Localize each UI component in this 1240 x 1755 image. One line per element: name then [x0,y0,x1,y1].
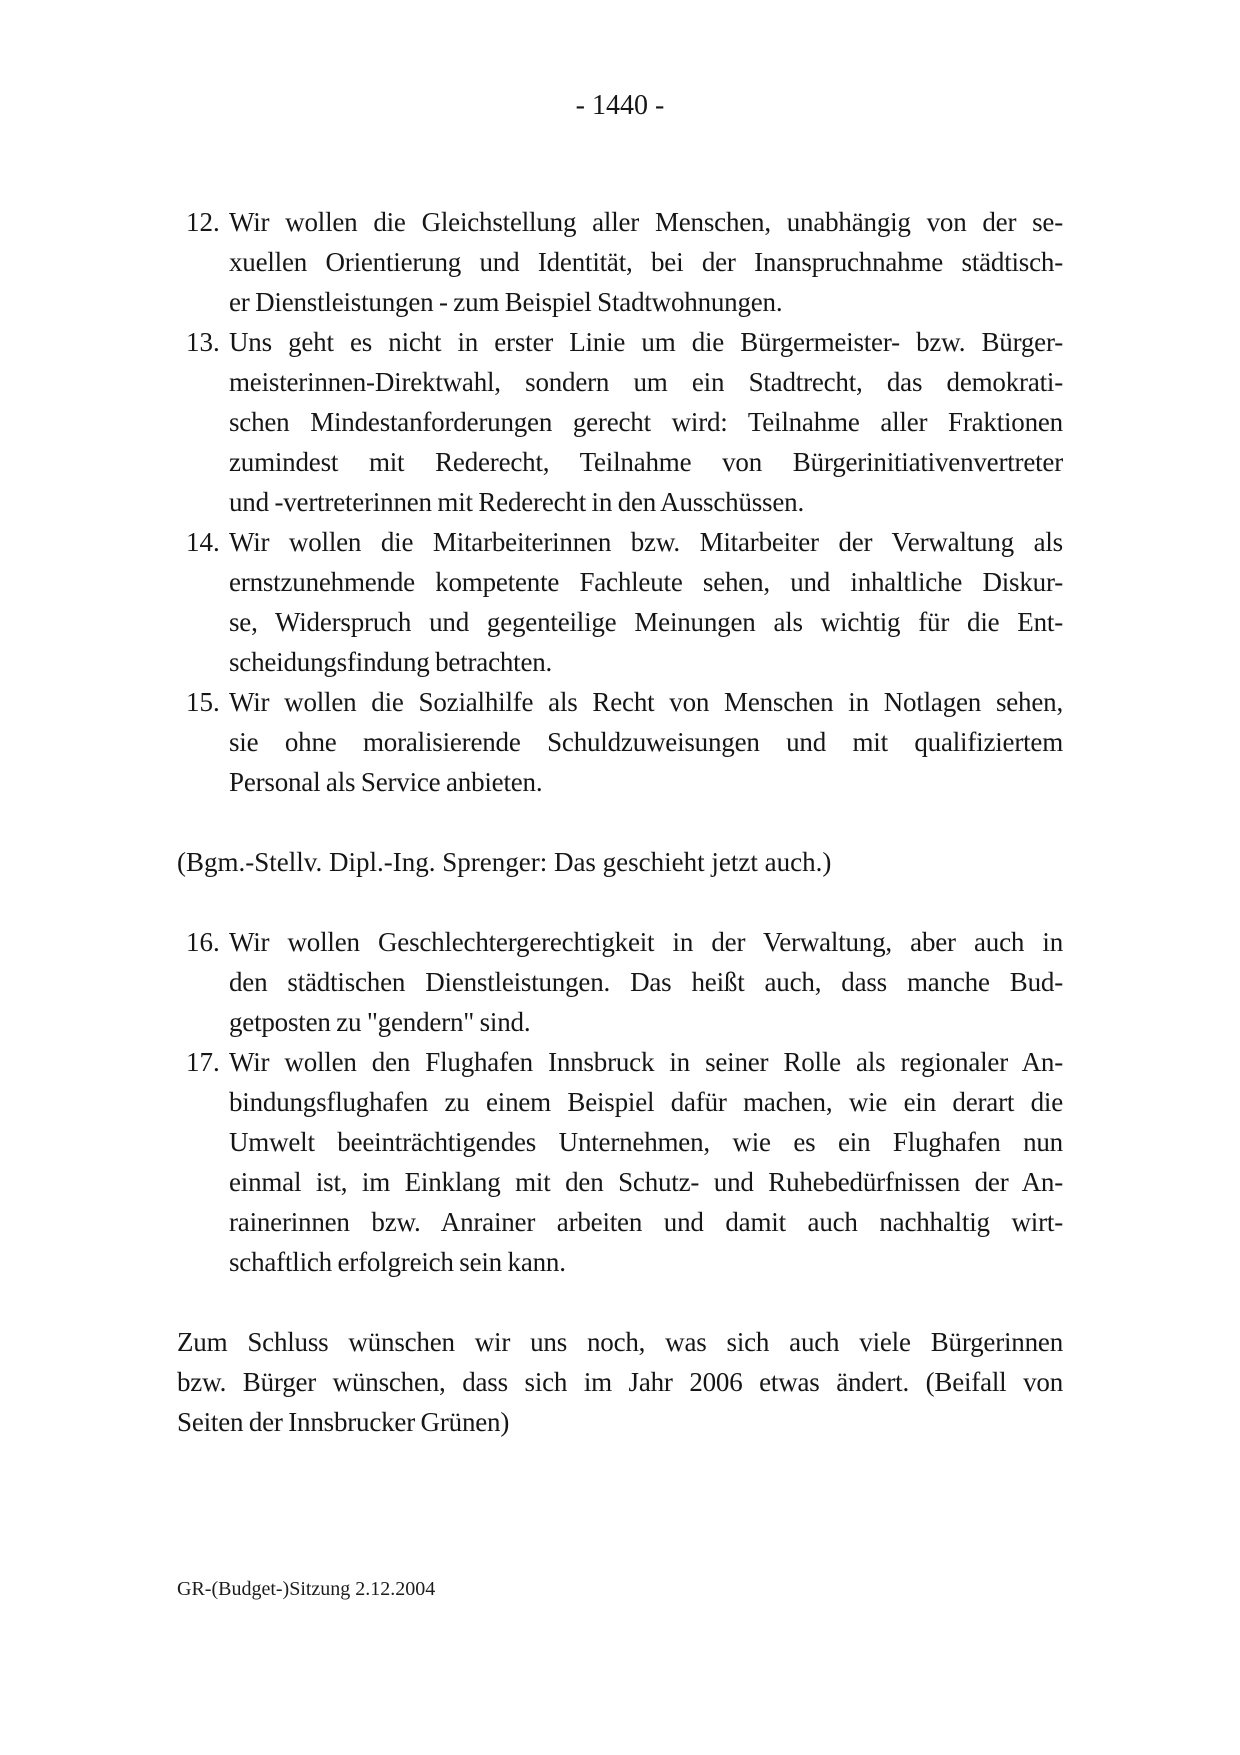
interjection-paragraph: (Bgm.-Stellv. Dipl.-Ing. Sprenger: Das geschieht jetzt auch.) [177,847,832,877]
text-line: den städtischen Dienstleistungen. Das heißt auch, dass manche Bud- [229,967,1063,997]
text-line: ernstzunehmende kompetente Fachleute sehen, und inhaltliche Diskur- [229,567,1063,597]
text-line: Wir wollen Geschlechtergerechtigkeit in der Verwaltung, aber auch in [229,927,1063,957]
text-line: und -vertreterinnen mit Rederecht in den Ausschüssen. [229,487,804,517]
list-item-number: 12. [186,207,220,237]
text-line: xuellen Orientierung und Identität, bei der Inanspruchnahme städtisch- [229,247,1063,277]
text-line: se, Widerspruch und gegenteilige Meinungen als wichtig für die Ent- [229,607,1063,637]
text-line: bzw. Bürger wünschen, dass sich im Jahr 2006 etwas ändert. (Beifall von [177,1367,1063,1397]
text-line: Umwelt beeinträchtigendes Unternehmen, wie es ein Flughafen nun [229,1127,1063,1157]
list-item-number: 13. [186,327,220,357]
text-line: Wir wollen die Mitarbeiterinnen bzw. Mitarbeiter der Verwaltung als [229,527,1063,557]
text-line: Zum Schluss wünschen wir uns noch, was sich auch viele Bürgerinnen [177,1327,1063,1357]
blank-line [177,882,1063,922]
list-item-12 [177,202,1063,322]
text-line: bindungsflughafen zu einem Beispiel dafür machen, wie ein derart die [229,1087,1063,1117]
text-line: rainerinnen bzw. Anrainer arbeiten und damit auch nachhaltig wirt- [229,1207,1063,1237]
closing-paragraph [177,1322,1063,1442]
text-line: schaftlich erfolgreich sein kann. [229,1247,566,1277]
text-line: Wir wollen den Flughafen Innsbruck in seiner Rolle als regionaler An- [229,1047,1063,1077]
numbered-list-part-1 [177,202,1063,802]
list-item-13 [177,322,1063,522]
list-item-number: 15. [186,687,220,717]
text-line: Wir wollen die Gleichstellung aller Menschen, unabhängig von der se- [229,207,1063,237]
list-item-text [229,322,1063,522]
text-line: meisterinnen-Direktwahl, sondern um ein Stadtrecht, das demokrati- [229,367,1063,397]
list-item-text [229,1042,1063,1282]
list-item-text [229,202,1063,322]
text-line: Personal als Service anbieten. [229,767,543,797]
list-item-16 [177,922,1063,1042]
text-line: getposten zu "gendern" sind. [229,1007,531,1037]
blank-line [177,802,1063,842]
list-item-number: 17. [186,1047,220,1077]
text-line: scheidungsfindung betrachten. [229,647,553,677]
list-item-14 [177,522,1063,682]
text-line: er Dienstleistungen - zum Beispiel Stadtwohnungen. [229,287,783,317]
text-line: Uns geht es nicht in erster Linie um die Bürgermeister- bzw. Bürger- [229,327,1063,357]
page-number: - 1440 - [575,90,665,121]
list-item-number: 14. [186,527,220,557]
list-item-17 [177,1042,1063,1282]
list-item-15 [177,682,1063,802]
text-line: Seiten der Innsbrucker Grünen) [177,1407,510,1437]
page-footer: GR-(Budget-)Sitzung 2.12.2004 [177,1578,436,1600]
list-item-text [229,682,1063,802]
list-item-text [229,922,1063,1042]
numbered-list-part-2 [177,922,1063,1282]
list-item-text [229,522,1063,682]
text-line: sie ohne moralisierende Schuldzuweisungen und mit qualifiziertem [229,727,1063,757]
text-line: schen Mindestanforderungen gerecht wird: Teilnahme aller Fraktionen [229,407,1063,437]
text-line: Wir wollen die Sozialhilfe als Recht von Menschen in Notlagen sehen, [229,687,1063,717]
page-content [177,202,1063,1442]
list-item-number: 16. [186,927,220,957]
text-line: zumindest mit Rederecht, Teilnahme von Bürgerinitiativenvertreter [229,447,1063,477]
text-line: einmal ist, im Einklang mit den Schutz- und Ruhebedürfnissen der An- [229,1167,1063,1197]
blank-line [177,1282,1063,1322]
